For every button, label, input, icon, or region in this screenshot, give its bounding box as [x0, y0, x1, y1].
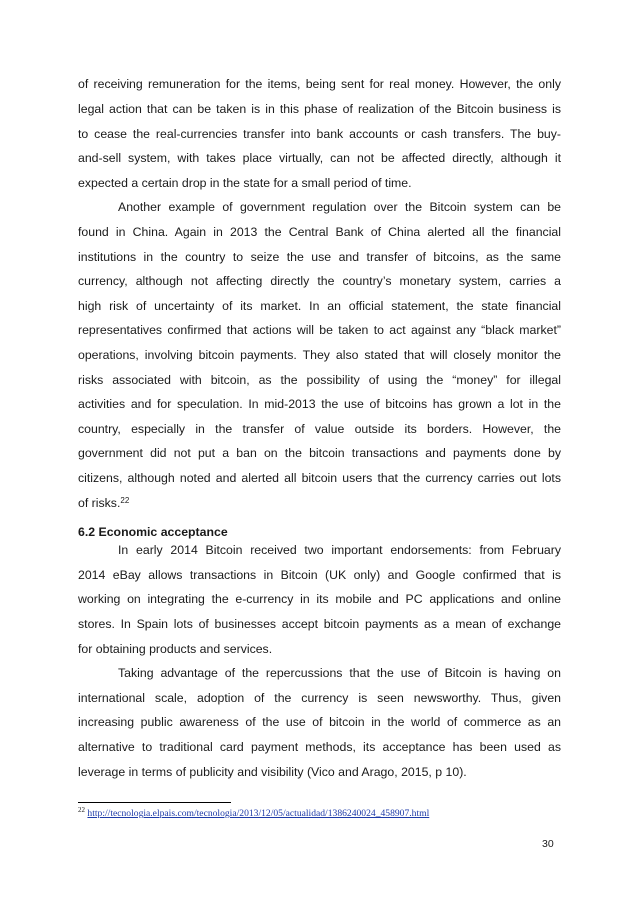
- text-line: country, especially in the transfer of value outside its borders. However, the: [78, 422, 561, 436]
- footnote-link[interactable]: http://tecnologia.elpais.com/tecnologia/2013/12/05/actualidad/1386240024_458907.html: [87, 808, 430, 819]
- text-line: risks associated with bitcoin, as the possibility of using the “money” for illegal: [78, 373, 561, 387]
- text-line: and-sell system, with takes place virtually, can not be affected directly, although it: [78, 151, 561, 165]
- text-line: activities and for speculation. In mid-2013 the use of bitcoins has grown a lot in the: [78, 397, 561, 411]
- text-line: to cease the real-currencies transfer into bank accounts or cash transfers. The buy-: [78, 127, 561, 141]
- text-line: representatives confirmed that actions will be taken to act against any “black market”: [78, 323, 561, 337]
- text-line: citizens, although noted and alerted all bitcoin users that the currency carries out lots: [78, 471, 561, 485]
- text-line: institutions in the country to seize the use and transfer of bitcoins, as the same: [78, 250, 561, 264]
- text-line: 2014 eBay allows transactions in Bitcoin (UK only) and Google confirmed that is: [78, 568, 561, 582]
- text-line: Another example of government regulation over the Bitcoin system can be: [118, 200, 561, 214]
- text-line: alternative to traditional card payment methods, its acceptance has been used as: [78, 740, 561, 754]
- text-line: high risk of uncertainty of its market. In an official statement, the state financial: [78, 299, 561, 313]
- text-line: stores. In Spain lots of businesses accept bitcoin payments as a mean of exchange: [78, 617, 561, 631]
- text-line: working on integrating the e-currency in its mobile and PC applications and online: [78, 592, 561, 606]
- text-line: leverage in terms of publicity and visibility (Vico and Arago, 2015, p 10).: [78, 765, 467, 779]
- text-line: currency, although not affecting directly the country’s monetary system, carries a: [78, 274, 561, 288]
- section-heading: 6.2 Economic acceptance: [78, 525, 228, 539]
- text-line: expected a certain drop in the state for a small period of time.: [78, 176, 412, 190]
- footnote-number: 22: [78, 806, 85, 814]
- text-line: of receiving remuneration for the items, being sent for real money. However, the only: [78, 77, 561, 91]
- text-line: government did not put a ban on the bitcoin transactions and payments done by: [78, 446, 561, 460]
- text-line: international scale, adoption of the currency is seen newsworthy. Thus, given: [78, 691, 561, 705]
- text-line: In early 2014 Bitcoin received two important endorsements: from February: [118, 543, 561, 557]
- text-line: increasing public awareness of the use of bitcoin in the world of commerce as an: [78, 715, 561, 729]
- text-line: for obtaining products and services.: [78, 642, 273, 656]
- footnote-divider: [78, 802, 231, 803]
- text-line: found in China. Again in 2013 the Central Bank of China alerted all the financial: [78, 225, 561, 239]
- footnote: [78, 808, 429, 819]
- text-line: Taking advantage of the repercussions that the use of Bitcoin is having on: [118, 666, 561, 680]
- text-line: legal action that can be taken is in this phase of realization of the Bitcoin business is: [78, 102, 561, 116]
- footnote-reference[interactable]: 22: [120, 496, 130, 505]
- text-line: operations, involving bitcoin payments. They also stated that will closely monitor the: [78, 348, 561, 362]
- page-number: 30: [542, 838, 554, 850]
- text-line-with-footnote: [78, 495, 561, 511]
- text-line: of risks.: [78, 496, 121, 510]
